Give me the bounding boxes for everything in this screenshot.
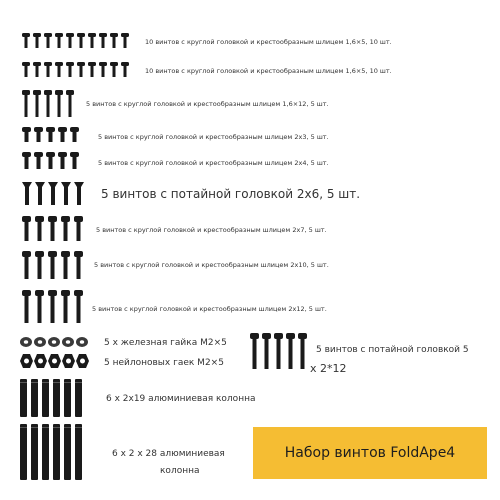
item-label-11: 5 нейлоновых гаек М2×5 — [104, 358, 224, 368]
item-label-4: 5 винтов с круглой головкой и крестообразным шлицем 2х3, 5 шт. — [98, 133, 329, 141]
item-label-13: 6 х 2х19 алюминиевая колонна — [106, 394, 256, 404]
screw-set-2x10-icon — [22, 251, 92, 281]
item-label-14-line1: 6 х 2 х 28 алюминиевая — [112, 449, 225, 459]
screw-set-2x7-icon — [22, 216, 92, 244]
iron-nut-set-icon — [20, 335, 95, 349]
screw-set-2x4-icon — [22, 152, 82, 172]
item-label-12-line1: 5 винтов с потайной головкой 5 — [316, 345, 469, 355]
aluminum-standoff-2x28-icon — [20, 424, 90, 482]
countersunk-screw-set-2x12-icon — [250, 333, 308, 373]
screw-set-2x3-icon — [22, 127, 82, 147]
item-label-9: 5 винтов с круглой головкой и крестообразным шлицем 2х12, 5 шт. — [92, 305, 327, 313]
item-label-7: 5 винтов с круглой головкой и крестообразным шлицем 2х7, 5 шт. — [96, 226, 327, 234]
item-label-14-line2: колонна — [160, 466, 200, 476]
item-label-10: 5 х железная гайка М2×5 — [104, 338, 227, 348]
item-label-1: 10 винтов с круглой головкой и крестообразным шлицем 1,6×5, 10 шт. — [145, 38, 392, 46]
item-label-5: 5 винтов с круглой головкой и крестообразным шлицем 2х4, 5 шт. — [98, 159, 329, 167]
product-title-banner — [253, 427, 487, 479]
item-label-2: 10 винтов с круглой головкой и крестообразным шлицем 1,6×5, 10 шт. — [145, 67, 392, 75]
nylon-nut-set-icon — [20, 353, 95, 369]
screw-set-1-6x5-icon — [22, 62, 142, 80]
countersunk-screw-set-2x6-icon — [22, 182, 92, 208]
item-label-12-line2: х 2*12 — [310, 362, 347, 375]
screw-set-1-6x5-icon — [22, 33, 142, 51]
aluminum-standoff-2x19-icon — [20, 379, 90, 419]
item-label-6: 5 винтов с потайной головкой 2х6, 5 шт. — [101, 187, 361, 201]
item-label-8: 5 винтов с круглой головкой и крестообразным шлицем 2х10, 5 шт. — [94, 261, 329, 269]
screw-set-1-6x12-icon — [22, 90, 82, 120]
item-label-3: 5 винтов с круглой головкой и крестообразным шлицем 1,6×12, 5 шт. — [86, 100, 329, 108]
screw-set-2x12-icon — [22, 290, 92, 324]
product-title: Набор винтов FoldApe4 — [284, 445, 456, 461]
